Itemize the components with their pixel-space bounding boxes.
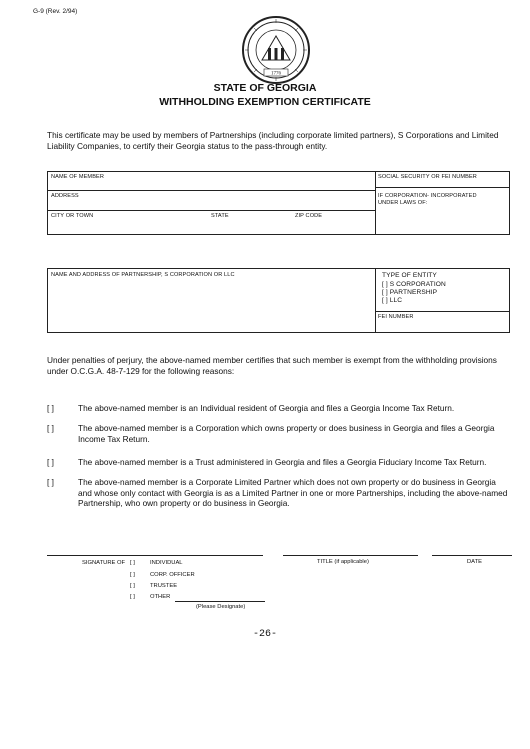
page-number: -26- bbox=[252, 629, 277, 640]
title-line[interactable] bbox=[283, 555, 418, 556]
partnership-info-box bbox=[47, 268, 510, 333]
other-label: OTHER bbox=[150, 594, 171, 600]
corp-officer-checkbox[interactable]: [ ] bbox=[130, 572, 135, 578]
zip-label: ZIP CODE bbox=[295, 213, 323, 219]
reason-1-text: The above-named member is an Individual resident of Georgia and files a Georgia Income Tax Return. bbox=[78, 403, 455, 413]
city-label: CITY OR TOWN bbox=[51, 213, 94, 219]
name-of-member-label: NAME OF MEMBER bbox=[51, 174, 104, 180]
entity-option-partnership[interactable]: [ ] PARTNERSHIP bbox=[382, 289, 438, 296]
entity-type-title: TYPE OF ENTITY bbox=[382, 272, 437, 279]
member-info-box bbox=[47, 171, 510, 235]
signature-line[interactable] bbox=[47, 555, 263, 556]
reason-4-checkbox[interactable]: [ ] bbox=[47, 477, 54, 487]
ssn-fei-label: SOCIAL SECURITY OR FEI NUMBER bbox=[378, 174, 477, 180]
signature-of-label: SIGNATURE OF bbox=[82, 560, 126, 566]
reason-1-checkbox[interactable]: [ ] bbox=[47, 403, 54, 413]
reason-4-text: The above-named member is a Corporate Limited Partner which does not own property or do business in Georgia and whose only contact with Georgia is as a Limited Partner in one or more Partnerships, including the above-named Partnership, who own property or do business in Georgia. bbox=[78, 477, 508, 508]
other-checkbox[interactable]: [ ] bbox=[130, 594, 135, 600]
address-label: ADDRESS bbox=[51, 193, 79, 199]
corp-officer-label: CORP. OFFICER bbox=[150, 572, 195, 578]
intro-text: This certificate may be used by members of Partnerships (including corporate limited partners), S Corporations and Limited Liability Companies, to certify their Georgia status to the pass-through entity. bbox=[47, 130, 499, 151]
other-designate-line[interactable] bbox=[175, 601, 265, 602]
title-label: TITLE (if applicable) bbox=[317, 559, 369, 565]
fei-number-label: FEI NUMBER bbox=[378, 314, 414, 320]
entity-option-llc[interactable]: [ ] LLC bbox=[382, 297, 403, 304]
state-label: STATE bbox=[211, 213, 229, 219]
title-line-2: WITHHOLDING EXEMPTION CERTIFICATE bbox=[159, 96, 371, 108]
incorporated-label-2: UNDER LAWS OF: bbox=[378, 200, 428, 206]
reason-3-checkbox[interactable]: [ ] bbox=[47, 457, 54, 467]
seal-year: 1776 bbox=[271, 71, 281, 77]
georgia-state-seal-icon bbox=[240, 14, 312, 86]
perjury-statement: Under penalties of perjury, the above-named member certifies that such member is exempt from the withholding provisions under O.C.G.A. 48-7-129 for the following reasons: bbox=[47, 355, 497, 376]
individual-label: INDIVIDUAL bbox=[150, 560, 183, 566]
trustee-checkbox[interactable]: [ ] bbox=[130, 583, 135, 589]
incorporated-label-1: IF CORPORATION- INCORPORATED bbox=[378, 193, 477, 199]
reason-3-text: The above-named member is a Trust administered in Georgia and files a Georgia Fiduciary Income Tax Return. bbox=[78, 457, 487, 467]
date-label: DATE bbox=[467, 559, 483, 565]
title-line-1: STATE OF GEORGIA bbox=[213, 82, 317, 94]
trustee-label: TRUSTEE bbox=[150, 583, 178, 589]
partnership-name-label: NAME AND ADDRESS OF PARTNERSHIP, S CORPORATION OR LLC bbox=[51, 272, 235, 278]
individual-checkbox[interactable]: [ ] bbox=[130, 560, 135, 566]
reason-2-checkbox[interactable]: [ ] bbox=[47, 423, 54, 433]
please-designate-label: (Please Designate) bbox=[196, 604, 246, 610]
reason-2-text: The above-named member is a Corporation which owns property or does business in Georgia and files a Georgia Income Tax Return. bbox=[78, 423, 495, 444]
entity-option-s-corp[interactable]: [ ] S CORPORATION bbox=[382, 281, 446, 288]
date-line[interactable] bbox=[432, 555, 512, 556]
form-id: G-9 (Rev. 2/94) bbox=[33, 8, 78, 15]
